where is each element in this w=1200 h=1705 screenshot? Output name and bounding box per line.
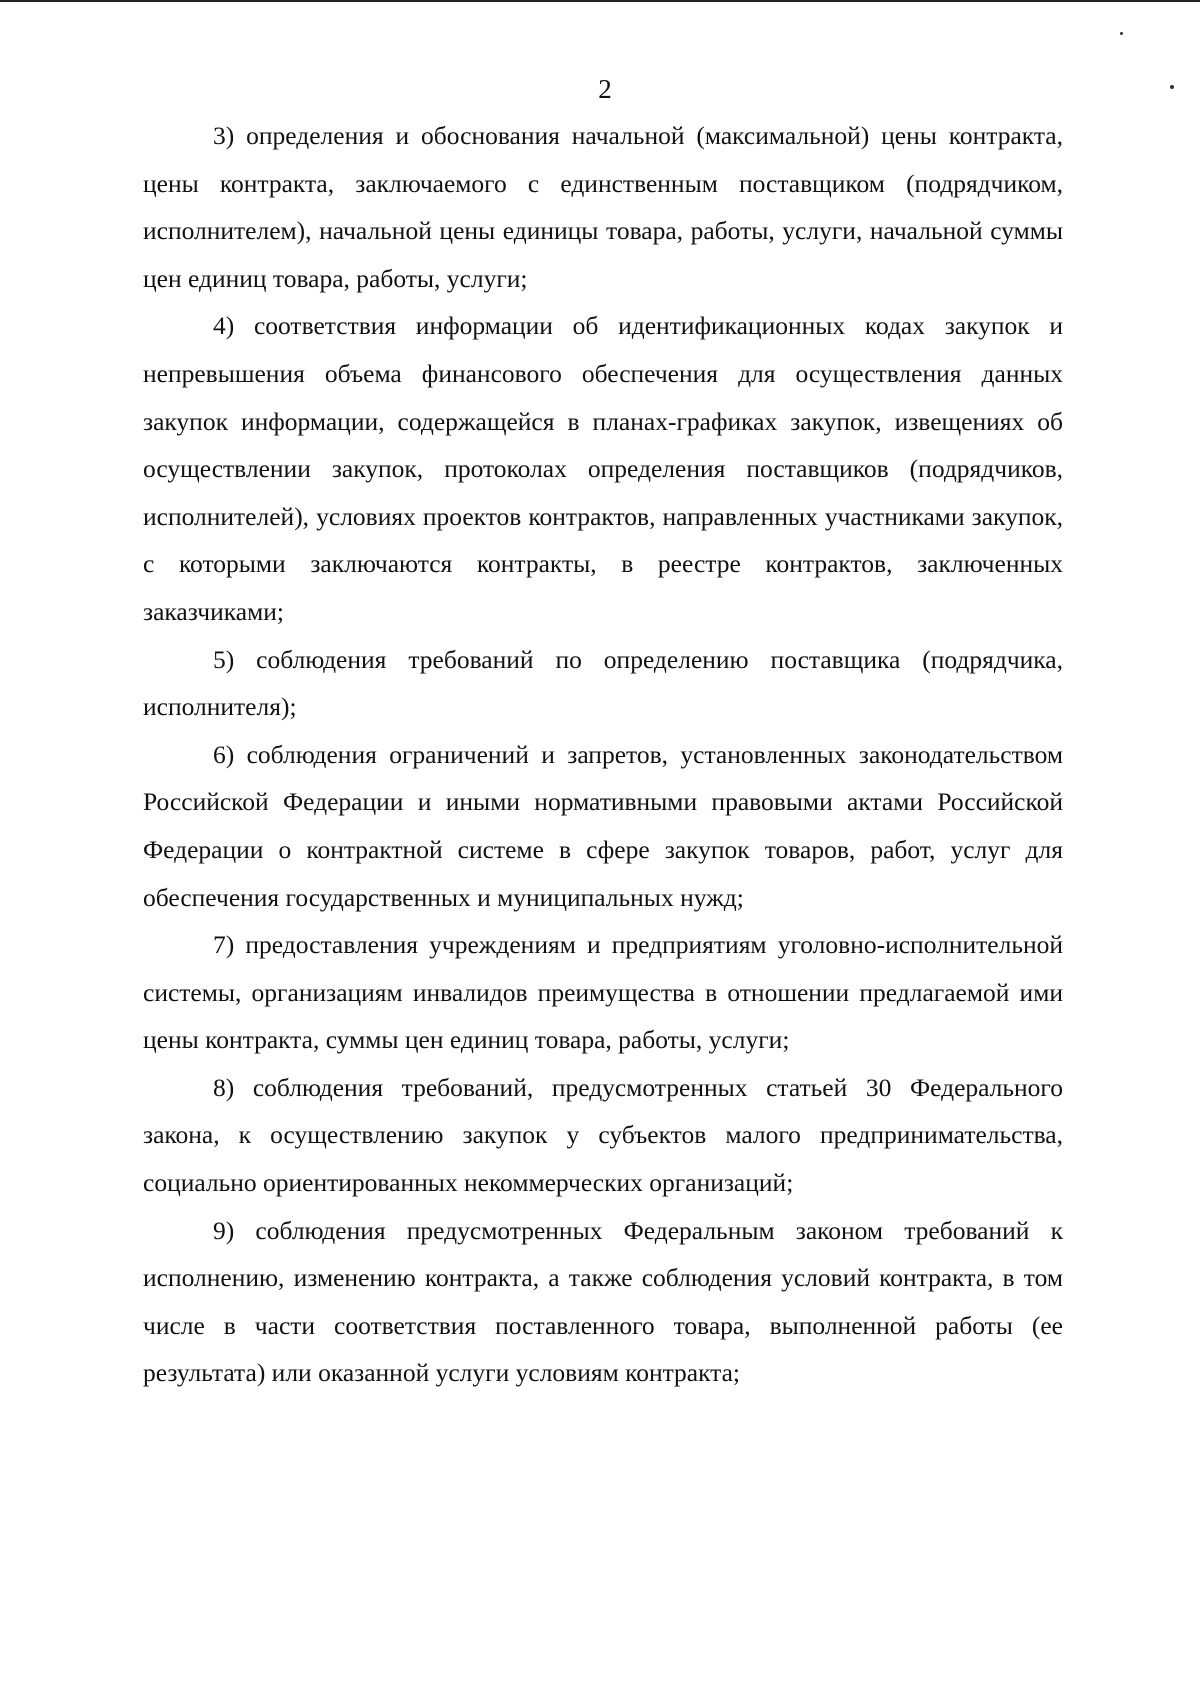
page-number: 2	[598, 74, 612, 104]
document-body	[143, 112, 1063, 1397]
scan-speck	[1170, 85, 1174, 89]
list-item-4: 4) соответствия информации об идентификационных кодах закупок и непревышения объема финансового обеспечения для осуществления данных закупок информации, содержащейся в планах-графиках закупок, извещениях об осуществлении закупок, протоколах определения поставщиков (подрядчиков, исполнителей), условиях проектов контрактов, направленных участниками закупок, с которыми заключаются контракты, в реестре контрактов, заключенных заказчиками;	[143, 311, 1063, 626]
scan-top-edge	[0, 0, 1200, 2]
list-item-8: 8) соблюдения требований, предусмотренных статьей 30 Федерального закона, к осуществлению закупок у субъектов малого предпринимательства, социально ориентированных некоммерческих организаций;	[143, 1072, 1063, 1198]
list-item-9: 9) соблюдения предусмотренных Федеральным законом требований к исполнению, изменению контракта, а также соблюдения условий контракта, в том числе в части соответствия поставленного товара, выполненной работы (ее результата) или оказанной услуги условиям контракта;	[143, 1215, 1063, 1388]
list-item-7: 7) предоставления учреждениям и предприятиям уголовно-исполнительной системы, организациям инвалидов преимущества в отношении предлагаемой ими цены контракта, суммы цен единиц товара, работы, услуги;	[143, 930, 1063, 1055]
list-item-3: 3) определения и обоснования начальной (максимальной) цены контракта, цены контракта, заключаемого с единственным поставщиком (подрядчиком, исполнителем), начальной цены единицы товара, работы, услуги, начальной суммы цен единиц товара, работы, услуги;	[143, 121, 1063, 293]
list-item-5: 5) соблюдения требований по определению поставщика (подрядчика, исполнителя);	[143, 644, 1063, 722]
list-item-6: 6) соблюдения ограничений и запретов, установленных законодательством Российской Федерации и иными нормативными правовыми актами Российской Федерации о контрактной системе в сфере закупок товаров, работ, услуг для обеспечения государственных и муниципальных нужд;	[143, 739, 1063, 912]
scan-speck	[1120, 32, 1123, 35]
